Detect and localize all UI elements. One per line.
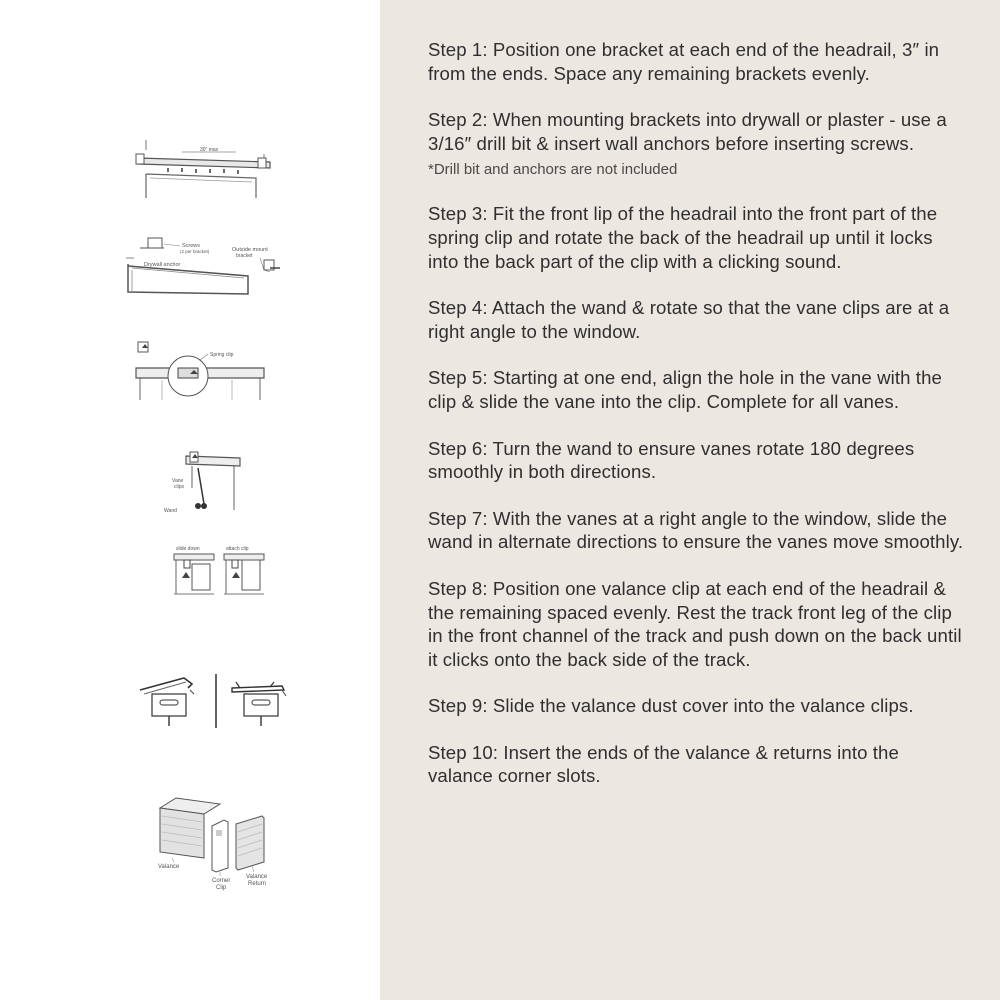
svg-text:Clip: Clip	[216, 885, 227, 891]
step-2-note: *Drill bit and anchors are not included	[428, 161, 678, 179]
svg-text:slide down: slide down	[176, 546, 200, 552]
step-8: Step 8: Position one valance clip at each end of the headrail & the remaining spaced evenly. Rest the track front leg of the clip in the front channel of the track and push down on the back until it clicks onto the back side of the track.	[428, 577, 962, 670]
valance-corner-illustration	[154, 796, 284, 896]
step-6: Step 6: Turn the wand to ensure vanes rotate 180 degrees smoothly in both directions.	[428, 437, 915, 483]
svg-text:Valance: Valance	[158, 864, 180, 870]
svg-text:Wand: Wand	[164, 508, 177, 514]
spring-clip-illustration	[132, 338, 268, 402]
steps-list	[428, 38, 968, 788]
svg-text:Spring clip: Spring clip	[210, 352, 234, 358]
step-7: Step 7: With the vanes at a right angle to the window, slide the wand in alternate directions to ensure the vanes move smoothly.	[428, 507, 964, 553]
step-2: Step 2: When mounting brackets into drywall or plaster - use a 3/16″ drill bit & insert wall anchors before inserting screws.	[428, 109, 947, 154]
step-4: Step 4: Attach the wand & rotate so that the vane clips are at a right angle to the window.	[428, 297, 950, 342]
step-1: Step 1: Position one bracket at each end of the headrail, 3″ in from the ends. Space any remaining brackets evenly.	[428, 39, 940, 84]
step-10: Step 10: Insert the ends of the valance & returns into the valance corner slots.	[428, 741, 899, 787]
svg-text:Corner: Corner	[212, 878, 231, 884]
svg-text:clips: clips	[174, 484, 185, 490]
svg-text:Vane: Vane	[172, 478, 184, 484]
svg-text:Screws: Screws	[182, 243, 201, 249]
svg-text:30″ max: 30″ max	[200, 147, 219, 153]
svg-text:(2 per bracket): (2 per bracket)	[180, 249, 210, 254]
svg-text:Drywall anchor: Drywall anchor	[144, 262, 181, 268]
bracket-mounting-illustration	[124, 236, 284, 296]
valance-clip-illustration	[136, 672, 296, 732]
svg-text:attach clip: attach clip	[226, 546, 249, 552]
step-5: Step 5: Starting at one end, align the hole in the vane with the clip & slide the vane into the clip. Complete for all vanes.	[428, 367, 942, 412]
svg-text:Valance: Valance	[246, 874, 268, 880]
vane-insert-illustration	[170, 542, 276, 598]
headrail-brackets-illustration	[132, 138, 278, 200]
svg-text:Return: Return	[248, 881, 267, 887]
step-9: Step 9: Slide the valance dust cover into the valance clips.	[428, 695, 914, 717]
illustrations-panel	[0, 0, 380, 1000]
svg-text:Outside mount: Outside mount	[232, 247, 268, 253]
wand-attach-illustration	[162, 448, 246, 514]
step-3: Step 3: Fit the front lip of the headrail into the front part of the spring clip and rotate the back of the headrail up until it locks into the back part of the clip with a clicking sound.	[428, 203, 938, 272]
svg-text:bracket: bracket	[236, 253, 253, 259]
instructions-panel	[380, 0, 1000, 1000]
